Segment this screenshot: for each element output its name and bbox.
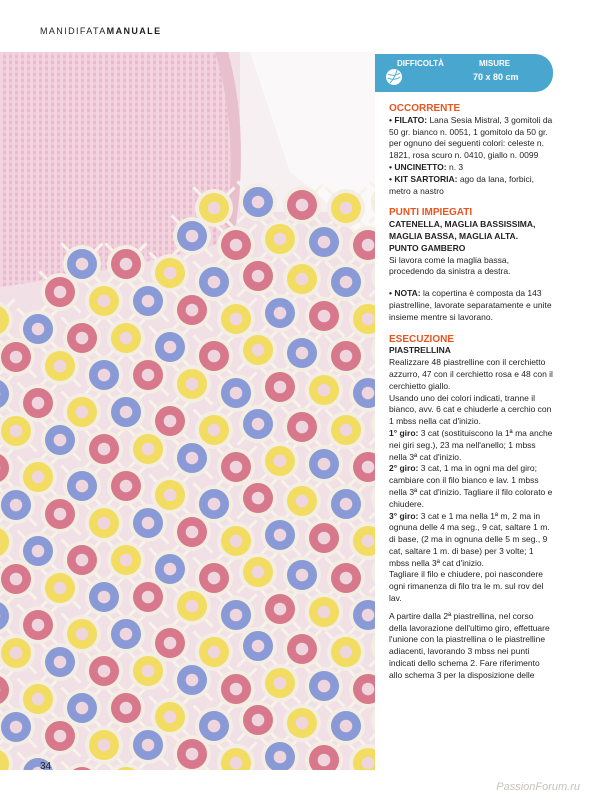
- magazine-header: [40, 26, 161, 36]
- tile-center: [296, 643, 309, 656]
- tile-center: [120, 258, 133, 271]
- tile-center: [340, 498, 353, 511]
- stitch-list: CATENELLA, MAGLIA BASSISSIMA, MAGLIA BASSA, MAGLIA ALTA.: [389, 219, 536, 241]
- tile-center: [164, 711, 177, 724]
- tile-center: [142, 295, 155, 308]
- tile-center: [296, 273, 309, 286]
- tile-center: [362, 683, 375, 696]
- tile-center: [76, 406, 89, 419]
- stitch-gambero-title: PUNTO GAMBERO: [389, 242, 466, 253]
- tile-center: [164, 637, 177, 650]
- tile-center: [340, 572, 353, 585]
- tile-center: [98, 591, 111, 604]
- tile-center: [252, 196, 265, 209]
- tile-center: [76, 332, 89, 345]
- tile-center: [296, 199, 309, 212]
- tile-center: [252, 270, 265, 283]
- round-2: 2° giro: 3 cat, 1 ma in ogni ma del giro; cambiare con il filo bianco e lav. 1 mbss nella 3ª cat d'inizio. Tagliare il filo colorato e chiudere.: [389, 463, 553, 509]
- tile-center: [362, 535, 375, 548]
- brand-light: MANIDIFATA: [40, 26, 107, 36]
- tile-center: [208, 202, 221, 215]
- tile-center: [208, 424, 221, 437]
- tile-center: [54, 582, 67, 595]
- tile-center: [340, 720, 353, 733]
- tile-center: [98, 739, 111, 752]
- tile-center: [252, 492, 265, 505]
- tile-center: [274, 381, 287, 394]
- tile-center: [32, 693, 45, 706]
- section-title-esecuzione: ESECUZIONE: [389, 333, 455, 345]
- tile-center: [252, 566, 265, 579]
- tile-center: [120, 480, 133, 493]
- tile-center: [362, 461, 375, 474]
- intro-paragraph-2: Usando uno dei colori indicati, tranne il bianco, avv. 6 cat e chiuderle a cerchio con 1 mbss nella cat d'inizio.: [389, 392, 552, 427]
- tile-center: [54, 656, 67, 669]
- tile-center: [186, 304, 199, 317]
- tile-center: [142, 739, 155, 752]
- tile-center: [274, 677, 287, 690]
- subsection-piastrellina: PIASTRELLINA: [389, 345, 451, 356]
- tile-center: [164, 489, 177, 502]
- tile-center: [142, 517, 155, 530]
- tile-center: [120, 628, 133, 641]
- tile-center: [76, 258, 89, 271]
- tile-center: [120, 702, 133, 715]
- materials-yarn: • FILATO: Lana Sesia Mistral, 3 gomitoli da 50 gr. bianco n. 0051, 1 gomitolo da 50 gr. per ognuno dei seguenti colori: celeste n. 1821, rosa scuro n. 0410, giallo n. 0099: [389, 114, 553, 161]
- section-title-occorrente: OCCORRENTE: [389, 103, 461, 114]
- tile-center: [98, 517, 111, 530]
- tile-center: [340, 646, 353, 659]
- tile-center: [142, 443, 155, 456]
- tile-center: [10, 351, 23, 364]
- tile-center: [120, 406, 133, 419]
- stitch-gambero-text: Si lavora come la maglia bassa, procedendo da sinistra a destra.: [389, 254, 511, 277]
- tile-center: [186, 748, 199, 761]
- tile-center: [252, 640, 265, 653]
- tile-center: [164, 267, 177, 280]
- tile-center: [186, 600, 199, 613]
- tile-center: [164, 341, 177, 354]
- tile-center: [230, 239, 243, 252]
- tile-center: [362, 387, 375, 400]
- tile-center: [274, 233, 287, 246]
- tile-center: [32, 619, 45, 632]
- tile-center: [274, 529, 287, 542]
- tile-center: [120, 554, 133, 567]
- tile-center: [186, 526, 199, 539]
- tile-center: [10, 573, 23, 586]
- tile-center: [318, 236, 331, 249]
- tile-center: [142, 591, 155, 604]
- tile-center: [296, 495, 309, 508]
- tile-center: [252, 418, 265, 431]
- tile-center: [362, 757, 375, 770]
- section-title-punti: PUNTI IMPIEGATI: [389, 207, 473, 219]
- crochet-blanket-image: [0, 52, 375, 770]
- size-value: 70 x 80 cm: [473, 72, 519, 82]
- tile-center: [54, 360, 67, 373]
- materials-kit: • KIT SARTORIA: ago da lana, forbici, metro a nastro: [389, 173, 535, 196]
- watermark: PassionForum.ru: [496, 781, 580, 793]
- tile-center: [230, 461, 243, 474]
- tile-center: [274, 455, 287, 468]
- tile-center: [362, 609, 375, 622]
- tile-center: [32, 471, 45, 484]
- tile-center: [340, 350, 353, 363]
- tile-center: [10, 425, 23, 438]
- tile-center: [230, 313, 243, 326]
- page-number: 34: [40, 761, 52, 772]
- size-label: MISURE: [479, 59, 511, 68]
- tile-center: [98, 665, 111, 678]
- tile-center: [54, 286, 67, 299]
- tile-center: [318, 384, 331, 397]
- tile-center: [32, 397, 45, 410]
- tile-center: [208, 720, 221, 733]
- tile-center: [362, 313, 375, 326]
- tile-center: [296, 569, 309, 582]
- yarn-ball-icon: [385, 68, 403, 86]
- tile-center: [296, 347, 309, 360]
- tile-center: [230, 387, 243, 400]
- materials-hook: • UNCINETTO: n. 3: [389, 161, 464, 172]
- tile-center: [318, 310, 331, 323]
- tile-center: [252, 714, 265, 727]
- tile-center: [54, 508, 67, 521]
- round-3: 3° giro: 3 cat e 1 ma nella 1ª m, 2 ma in ognuna delle 4 ma seg., 9 cat, saltare 1 m. di base, (2 ma in ognuna delle 5 m seg., 9 cat, saltare 1 m. di base) per 3 volte; 1 mbss nella 3ª cat d'inizio.: [389, 510, 550, 568]
- tile-center: [98, 443, 111, 456]
- tile-center: [54, 730, 67, 743]
- tile-center: [208, 276, 221, 289]
- tile-center: [54, 434, 67, 447]
- tile-center: [318, 532, 331, 545]
- tile-center: [274, 603, 287, 616]
- tile-center: [208, 572, 221, 585]
- tile-center: [318, 754, 331, 767]
- tile-center: [76, 628, 89, 641]
- tile-center: [208, 646, 221, 659]
- tile-center: [274, 751, 287, 764]
- tile-center: [296, 421, 309, 434]
- tile-center: [340, 202, 353, 215]
- brand-bold: MANUALE: [106, 26, 162, 36]
- tile-center: [252, 344, 265, 357]
- join-paragraph: A partire dalla 2ª piastrellina, nel corso della lavorazione dell'ultimo giro, effettuare l'unione con la piastrellina o le piastrelline adiacenti, lavorando 3 mbss nei punti indicati dello schema 2. Fare riferimento allo schema 3 per la disposizione delle: [389, 610, 550, 680]
- tile-center: [340, 276, 353, 289]
- tile-center: [296, 717, 309, 730]
- tile-center: [230, 609, 243, 622]
- tile-center: [186, 674, 199, 687]
- tile-center: [76, 554, 89, 567]
- tile-center: [10, 647, 23, 660]
- tile-center: [230, 757, 243, 770]
- tile-center: [98, 369, 111, 382]
- finish-paragraph: Tagliare il filo e chiudere, poi nascondere ogni rimanenza di filo tra le m. sul rov del lav.: [389, 569, 544, 604]
- tile-center: [98, 295, 111, 308]
- tile-center: [274, 307, 287, 320]
- tile-center: [230, 535, 243, 548]
- tile-center: [186, 452, 199, 465]
- tile-center: [10, 721, 23, 734]
- tile-center: [230, 683, 243, 696]
- intro-paragraph-1: Realizzare 48 piastrelline con il cerchietto azzurro, 47 con il cerchietto rosa e 48 con il cerchietto giallo.: [389, 357, 553, 391]
- round-1: 1° giro: 3 cat (sostituiscono la 1ª ma anche nei giri seg.), 23 ma nell'anello; 1 mbss nella 3ª cat d'inizio.: [389, 427, 553, 462]
- tile-center: [164, 415, 177, 428]
- tile-center: [76, 480, 89, 493]
- tile-center: [164, 563, 177, 576]
- tile-center: [340, 424, 353, 437]
- info-banner: [375, 54, 553, 92]
- tile-center: [318, 458, 331, 471]
- tile-center: [318, 680, 331, 693]
- tile-center: [142, 665, 155, 678]
- difficulty-label: DIFFICOLTÀ: [397, 59, 444, 68]
- tile-center: [208, 498, 221, 511]
- note-paragraph: • NOTA: la copertina è composta da 143 piastrelline, lavorate separatamente e unite insieme mentre si lavorano.: [389, 288, 552, 322]
- tile-center: [142, 369, 155, 382]
- tile-center: [318, 606, 331, 619]
- tile-center: [10, 499, 23, 512]
- blanket-photo: [0, 52, 375, 770]
- tile-center: [120, 332, 133, 345]
- pattern-instructions: [389, 103, 553, 682]
- tile-center: [186, 378, 199, 391]
- tile-center: [76, 702, 89, 715]
- tile-center: [362, 239, 375, 252]
- tile-center: [32, 545, 45, 558]
- tile-center: [186, 230, 199, 243]
- tile-center: [32, 323, 45, 336]
- tile-center: [208, 350, 221, 363]
